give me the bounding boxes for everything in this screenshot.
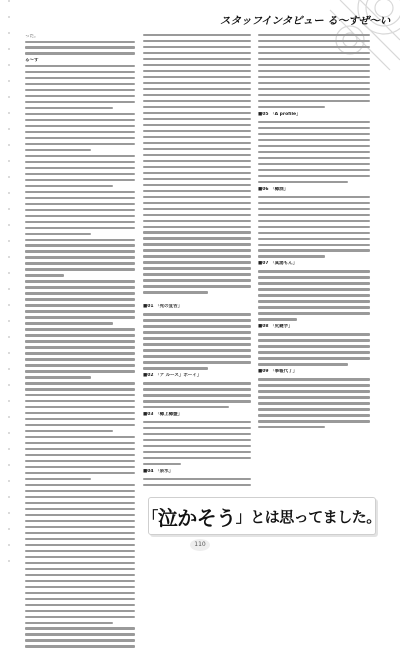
- page-number: 110: [190, 539, 210, 551]
- section-heading: ■07 「真湯もん」: [258, 261, 298, 267]
- interview-title: スタッフインタビュー る～すぜ～い: [220, 15, 391, 27]
- text-column-1: [25, 34, 135, 651]
- left-margin-ornament: [6, 0, 11, 556]
- section-heading: ■09 「事報代了」: [258, 369, 298, 375]
- quote-tail: とは思ってました。: [250, 507, 381, 526]
- speaker-label: る～す: [25, 58, 39, 64]
- section-heading: ■08 「尻鍵字」: [258, 324, 293, 330]
- pull-quote: [143, 498, 381, 534]
- section-heading: ■03 「樽上樽盤」: [143, 412, 183, 418]
- quote-main: 泣かそう: [157, 505, 236, 530]
- text-column-3: [258, 34, 370, 432]
- quote-close-bracket: 」: [235, 507, 251, 526]
- section-heading: ■06 「樽酒」: [258, 186, 289, 192]
- column-1-lead: った。: [25, 34, 39, 39]
- pull-quote-box: [143, 497, 381, 535]
- quote-open-bracket: 「: [143, 507, 158, 526]
- section-heading: ■02 「ア ルース」ポーイ」: [143, 373, 202, 379]
- section-heading: ■04 「泉水」: [143, 468, 174, 474]
- text-column-2: [143, 34, 251, 490]
- section-heading: ■01 「死の宣告」: [143, 304, 183, 310]
- section-heading: ■05 「A profile」: [258, 111, 301, 117]
